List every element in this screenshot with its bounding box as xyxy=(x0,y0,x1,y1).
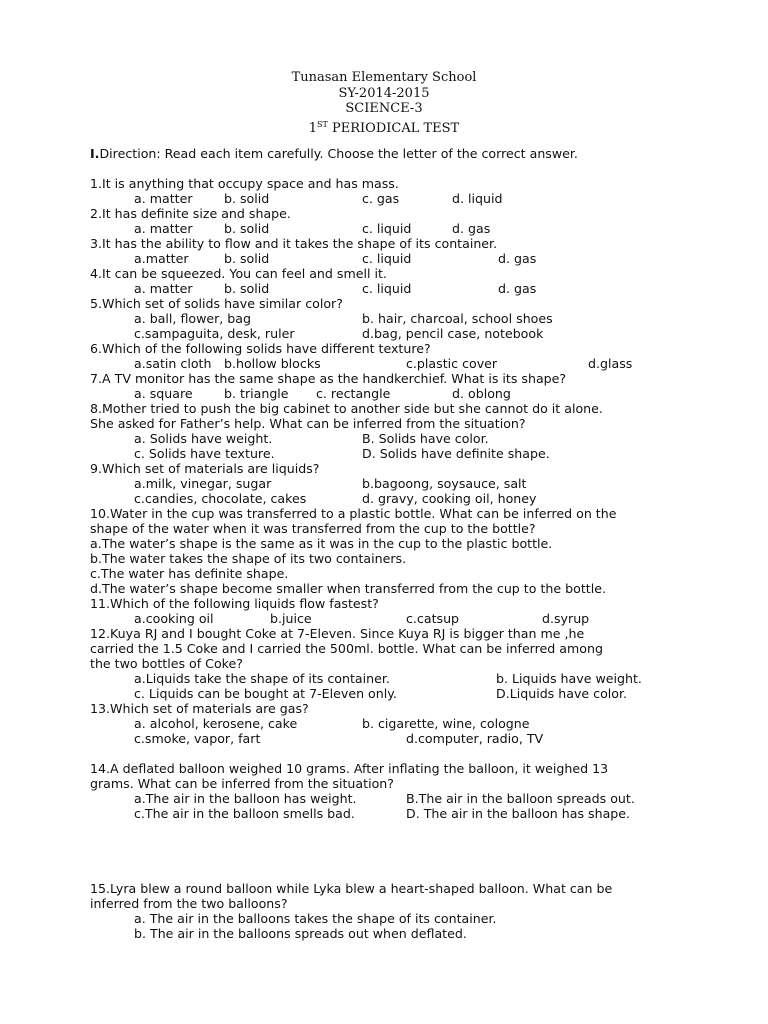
question-stem: 8.Mother tried to push the big cabinet to another side but she cannot do it alone. xyxy=(90,401,603,416)
answer-option: c. Solids have texture. xyxy=(134,446,275,461)
answer-options-row xyxy=(90,446,680,461)
answer-option: b. hair, charcoal, school shoes xyxy=(362,311,553,326)
question-stem: 3.It has the ability to flow and it takes the shape of its container. xyxy=(90,236,498,251)
answer-option: D. The air in the balloon has shape. xyxy=(406,806,631,821)
answer-option: b.The water takes the shape of its two containers. xyxy=(90,551,407,566)
answer-option: b. solid xyxy=(224,191,270,206)
answer-options-row xyxy=(90,716,680,731)
answer-options-row xyxy=(90,611,680,626)
question-stem: the two bottles of Coke? xyxy=(90,656,243,671)
question-stem: grams. What can be inferred from the situation? xyxy=(90,776,394,791)
answer-option: b.bagoong, soysauce, salt xyxy=(362,476,527,491)
answer-option: d.syrup xyxy=(542,611,590,626)
answer-options-row xyxy=(90,251,680,266)
answer-option: a.The water’s shape is the same as it was in the cup to the plastic bottle. xyxy=(90,536,553,551)
answer-option: d.glass xyxy=(588,356,633,371)
answer-option: d. gravy, cooking oil, honey xyxy=(362,491,537,506)
answer-option: a.Liquids take the shape of its container. xyxy=(134,671,390,686)
answer-option: a. Solids have weight. xyxy=(134,431,273,446)
answer-options-row xyxy=(90,806,680,821)
answer-option: d. gas xyxy=(498,251,537,266)
answer-option: a. matter xyxy=(134,281,193,296)
answer-option: c.The air in the balloon smells bad. xyxy=(134,806,355,821)
answer-option: d.computer, radio, TV xyxy=(406,731,544,746)
question-stem: 10.Water in the cup was transferred to a plastic bottle. What can be inferred on the xyxy=(90,506,617,521)
answer-options-row xyxy=(90,926,680,941)
question-stem: 15.Lyra blew a round balloon while Lyka blew a heart-shaped balloon. What can be xyxy=(90,881,613,896)
answer-option: d.The water’s shape become smaller when transferred from the cup to the bottle. xyxy=(90,581,606,596)
answer-option: c. Liquids can be bought at 7-Eleven only. xyxy=(134,686,397,701)
answer-option: d. liquid xyxy=(452,191,503,206)
answer-option: b. Liquids have weight. xyxy=(496,671,642,686)
answer-option: a.matter xyxy=(134,251,189,266)
question-stem: 7.A TV monitor has the same shape as the handkerchief. What is its shape? xyxy=(90,371,567,386)
answer-options-row xyxy=(90,791,680,806)
answer-option: a.The air in the balloon has weight. xyxy=(134,791,357,806)
directions xyxy=(90,146,578,161)
answer-option: B.The air in the balloon spreads out. xyxy=(406,791,635,806)
answer-option: b. solid xyxy=(224,281,270,296)
answer-options-row xyxy=(90,191,680,206)
answer-options-row xyxy=(90,221,680,236)
answer-option: a.cooking oil xyxy=(134,611,214,626)
answer-option: a. matter xyxy=(134,221,193,236)
question-stem: shape of the water when it was transferred from the cup to the bottle? xyxy=(90,521,536,536)
answer-option: d. gas xyxy=(452,221,491,236)
answer-option: c.The water has definite shape. xyxy=(90,566,289,581)
question-stem: 2.It has definite size and shape. xyxy=(90,206,291,221)
answer-option: c. liquid xyxy=(362,281,412,296)
answer-options-row xyxy=(90,476,680,491)
answer-option: c.catsup xyxy=(406,611,460,626)
school-name: Tunasan Elementary School xyxy=(291,70,477,85)
answer-option: D. Solids have definite shape. xyxy=(362,446,550,461)
answer-options-row xyxy=(90,491,680,506)
answer-option: b.hollow blocks xyxy=(224,356,321,371)
answer-option: c. rectangle xyxy=(316,386,391,401)
question-stem: 6.Which of the following solids have different texture? xyxy=(90,341,431,356)
answer-option: b. triangle xyxy=(224,386,289,401)
answer-option: a. square xyxy=(134,386,193,401)
answer-option: b.juice xyxy=(270,611,312,626)
answer-options-row xyxy=(90,911,680,926)
section-number: I. xyxy=(90,146,100,161)
answer-options-row xyxy=(90,686,680,701)
answer-option: c.plastic cover xyxy=(406,356,498,371)
question-stem: 13.Which set of materials are gas? xyxy=(90,701,309,716)
direction-text: Direction: Read each item carefully. Choose the letter of the correct answer. xyxy=(99,146,578,161)
school-year: SY-2014-2015 xyxy=(338,85,430,101)
answer-option: c. gas xyxy=(362,191,400,206)
question-list xyxy=(90,176,680,941)
test-header xyxy=(0,70,768,136)
answer-options-row xyxy=(90,326,680,341)
answer-options-row xyxy=(90,356,680,371)
answer-options-row xyxy=(90,731,680,746)
answer-options-row xyxy=(90,311,680,326)
answer-option: b. solid xyxy=(224,251,270,266)
answer-option: d. gas xyxy=(498,281,537,296)
answer-option: b. solid xyxy=(224,221,270,236)
question-stem: carried the 1.5 Coke and I carried the 500ml. bottle. What can be inferred among xyxy=(90,641,603,656)
question-stem: 14.A deflated balloon weighed 10 grams. After inflating the balloon, it weighed 13 xyxy=(90,761,609,776)
question-stem: She asked for Father’s help. What can be inferred from the situation? xyxy=(90,416,526,431)
question-stem: 1.It is anything that occupy space and has mass. xyxy=(90,176,399,191)
answer-option: a. ball, flower, bag xyxy=(134,311,252,326)
answer-options-row xyxy=(90,671,680,686)
answer-options-row xyxy=(90,431,680,446)
question-stem: 12.Kuya RJ and I bought Coke at 7-Eleven. Since Kuya RJ is bigger than me ,he xyxy=(90,626,585,641)
answer-option: D.Liquids have color. xyxy=(496,686,628,701)
answer-option: b. cigarette, wine, cologne xyxy=(362,716,530,731)
question-stem: 11.Which of the following liquids flow fastest? xyxy=(90,596,379,611)
answer-option: B. Solids have color. xyxy=(362,431,489,446)
answer-options-row xyxy=(90,386,680,401)
test-title-text: PERIODICAL TEST xyxy=(332,120,460,136)
question-stem: inferred from the two balloons? xyxy=(90,896,288,911)
answer-option: d.bag, pencil case, notebook xyxy=(362,326,544,341)
answer-option: a. alcohol, kerosene, cake xyxy=(134,716,298,731)
answer-option: b. The air in the balloons spreads out when deflated. xyxy=(134,926,467,941)
subject-title: SCIENCE-3 xyxy=(345,101,423,116)
answer-options-row xyxy=(90,281,680,296)
answer-option: a. The air in the balloons takes the shape of its container. xyxy=(134,911,497,926)
answer-option: a.milk, vinegar, sugar xyxy=(134,476,272,491)
question-stem: 4.It can be squeezed. You can feel and smell it. xyxy=(90,266,387,281)
answer-option: c. liquid xyxy=(362,251,412,266)
answer-option: d. oblong xyxy=(452,386,511,401)
answer-option: c. liquid xyxy=(362,221,412,236)
test-title xyxy=(0,117,768,137)
answer-option: c.candies, chocolate, cakes xyxy=(134,491,307,506)
test-number-suffix: ST xyxy=(317,119,328,129)
answer-option: a. matter xyxy=(134,191,193,206)
question-stem: 5.Which set of solids have similar color? xyxy=(90,296,343,311)
answer-option: c.smoke, vapor, fart xyxy=(134,731,261,746)
question-stem: 9.Which set of materials are liquids? xyxy=(90,461,320,476)
answer-option: a.satin cloth xyxy=(134,356,212,371)
answer-option: c.sampaguita, desk, ruler xyxy=(134,326,295,341)
test-number: 1 xyxy=(308,120,318,136)
